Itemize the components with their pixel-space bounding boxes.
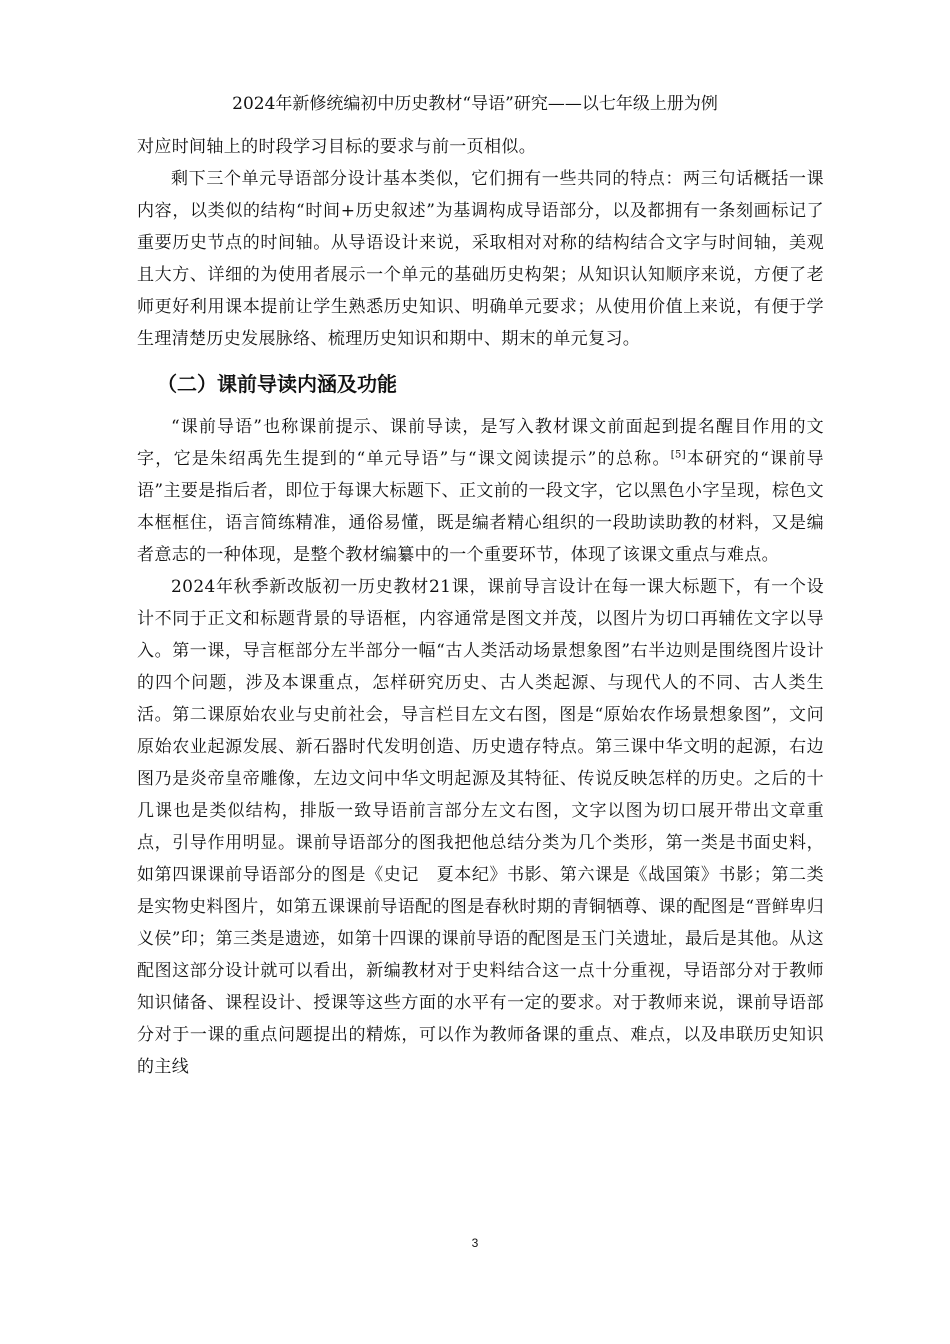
paragraph-continuation: 对应时间轴上的时段学习目标的要求与前一页相似。 (137, 137, 537, 157)
paragraph-pre-lesson-definition (137, 411, 824, 571)
body-text (137, 131, 824, 1083)
running-header: 2024年新修统编初中历史教材“导语”研究——以七年级上册为例 (232, 94, 718, 114)
paragraph-textbook-design: 2024年秋季新改版初一历史教材21课，课前导言设计在每一课大标题下，有一个设计不同于正文和标题背景的导语框，内容通常是图文并茂，以图片为切口再辅佐文字以导入。第一课，导言框部分左半部分一幅“古人类活动场景想象图”右半边则是围绕图片设计的四个问题，涉及本课重点，怎样研究历史、古人类起源、与现代人的不同、古人类生活。第二课原始农业与史前社会，导言栏目左文右图，图是“原始农作场景想象图”，文问原始农业起源发展、新石器时代发明创造、历史遗存特点。第三课中华文明的起源，右边图乃是炎帝皇帝雕像，左边文问中华文明起源及其特征、传说反映怎样的历史。之后的十几课也是类似结构，排版一致导语前言部分左文右图，文字以图为切口展开带出文章重点，引导作用明显。课前导语部分的图我把他总结分类为几个类形，第一类是书面史料，如第四课课前导语部分的图是《史记 夏本纪》书影、第六课是《战国策》书影；第二类是实物史料图片，如第五课课前导语配的图是春秋时期的青铜牺尊、课的配图是“晋鲜卑归义侯”印；第三类是遗迹，如第十四课的课前导语的配图是玉门关遗址，最后是其他。从这配图这部分设计就可以看出，新编教材对于史料结合这一点十分重视，导语部分对于教师知识储备、课程设计、授课等这些方面的水平有一定的要求。对于教师来说，课前导语部分对于一课的重点问题提出的精炼，可以作为教师备课的重点、难点，以及串联历史知识的主线 (137, 577, 824, 1077)
section-heading: （二）课前导读内涵及功能 (157, 372, 397, 396)
citation-reference: [5] (670, 449, 686, 461)
paragraph-unit-guide-summary: 剩下三个单元导语部分设计基本类似，它们拥有一些共同的特点：两三句话概括一课内容，以类似的结构“时间+历史叙述”为基调构成导语部分，以及都拥有一条刻画标记了重要历史节点的时间轴。从导语设计来说，采取相对对称的结构结合文字与时间轴，美观且大方、详细的为使用者展示一个单元的基础历史构架；从知识认知顺序来说，方便了老师更好利用课本提前让学生熟悉历史知识、明确单元要求；从使用价值上来说，有便于学生理清楚历史发展脉络、梳理历史知识和期中、期末的单元复习。 (137, 169, 824, 349)
paragraph-text: 本研究的“课前导语”主要是指后者，即位于每课大标题下、正文前的一段文字，它以黑色小字呈现，棕色文本框框住，语言简练精准，通俗易懂，既是编者精心组织的一段助读助教的材料，又是编者意志的一种体现，是整个教材编纂中的一个重要环节，体现了该课文重点与难点。 (137, 449, 824, 565)
page-number: 3 (471, 1236, 479, 1250)
paragraph-text: “课前导语”也称课前提示、课前导读，是写入教材课文前面起到提名醒目作用的文字，它是朱绍禹先生提到的“单元导语”与“课文阅读提示”的总称。 (137, 417, 824, 469)
